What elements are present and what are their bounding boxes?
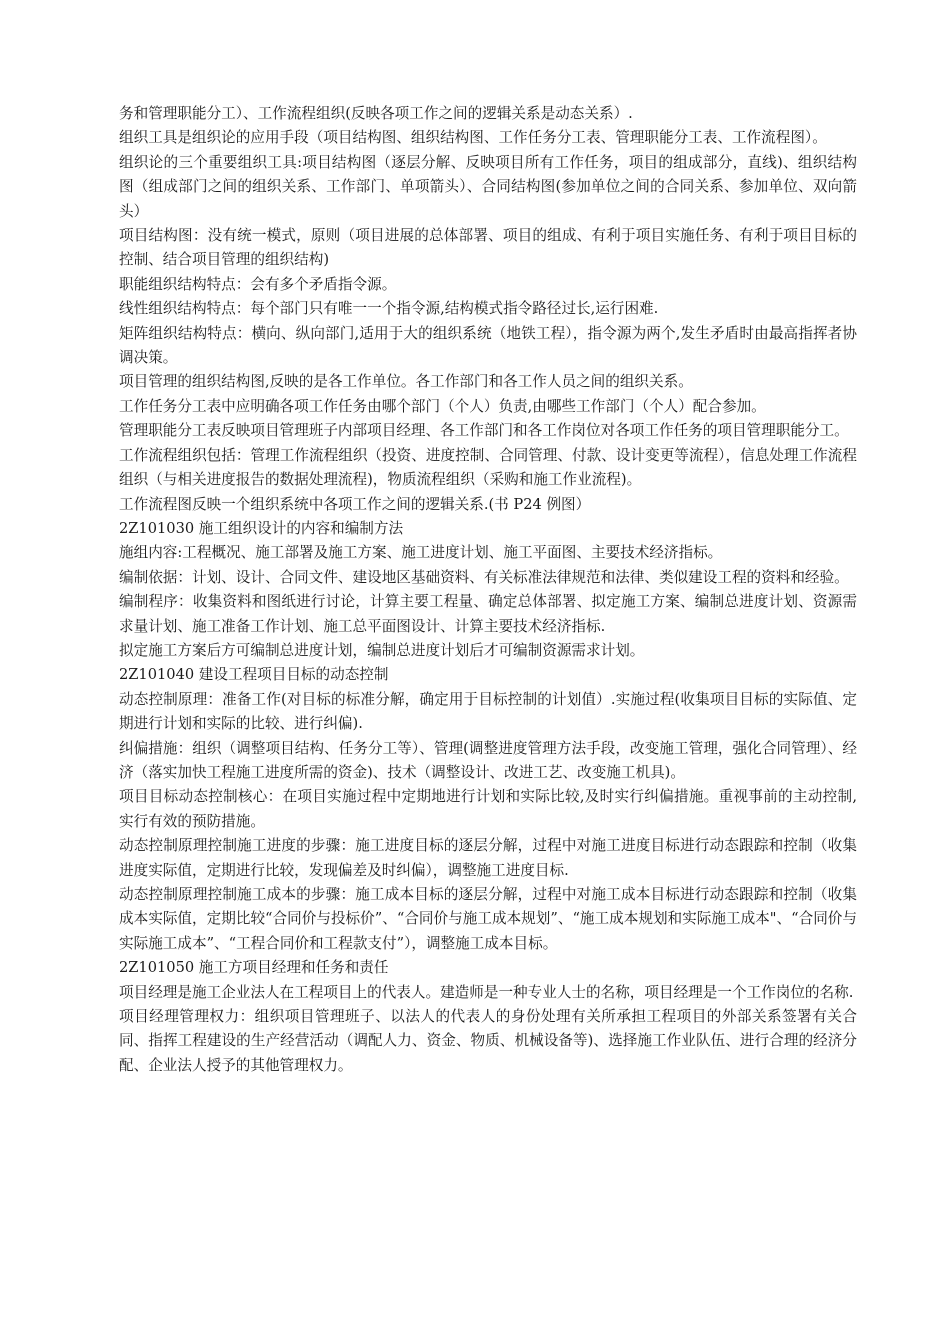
paragraph-project-structure-chart: 项目结构图：没有统一模式，原则（项目进展的总体部署、项目的组成、有利于项目实施任务、有利于项目目标的控制、结合项目管理的组织结构) xyxy=(119,227,857,269)
paragraph-matrix-structure: 矩阵组织结构特点：横向、纵向部门,适用于大的组织系统（地铁工程），指令源为两个,发生矛盾时由最高指挥者协调决策。 xyxy=(119,324,857,367)
paragraph-schedule-control-steps: 动态控制原理控制施工进度的步骤：施工进度目标的逐层分解，过程中对施工进度目标进行动态跟踪和控制（收集进度实际值，定期进行比较，发现偏差及时纠偏），调整施工进度目标. xyxy=(119,837,857,879)
paragraph-dynamic-control-principle: 动态控制原理：准备工作(对目标的标准分解，确定用于目标控制的计划值）.实施过程(收集项目目标的实际值、定期进行计划和实际的比较、进行纠偏). xyxy=(119,690,857,733)
paragraph-continued-org-text: 务和管理职能分工）、工作流程组织(反映各项工作之间的逻辑关系是动态关系）. xyxy=(119,105,633,122)
paragraph-compilation-procedure: 编制程序：收集资料和图纸进行讨论，计算主要工程量、确定总体部署、拟定施工方案、编制总进度计划、资源需求量计划、施工准备工作计划、施工总平面图设计、计算主要技术经济指标. xyxy=(119,593,857,635)
paragraph-project-manager-definition: 项目经理是施工企业法人在工程项目上的代表人。建造师是一种专业人士的名称，项目经理是一个工作岗位的名称. xyxy=(119,983,854,1001)
paragraph-corrective-measures: 纠偏措施：组织（调整项目结构、任务分工等）、管理(调整进度管理方法手段，改变施工管理，强化合同管理）、经济（落实加快工程施工进度所需的资金)、技术（调整设计、改进工艺、改变施工机具)。 xyxy=(119,739,857,781)
section-heading-2z101050: 2Z101050 施工方项目经理和任务和责任 xyxy=(119,959,389,977)
paragraph-org-tools: 组织工具是组织论的应用手段（项目结构图、组织结构图、工作任务分工表、管理职能分工表、工作流程图）。 xyxy=(119,129,827,147)
paragraph-org-structure-chart: 项目管理的组织结构图,反映的是各工作单位。各工作部门和各工作人员之间的组织关系。 xyxy=(119,373,693,391)
paragraph-compilation-basis: 编制依据：计划、设计、合同文件、建设地区基础资料、有关标准法律规范和法律、类似建设工程的资料和经验。 xyxy=(119,568,849,586)
paragraph-schedule-order: 拟定施工方案后方可编制总进度计划，编制总进度计划后才可编制资源需求计划。 xyxy=(119,641,645,659)
paragraph-linear-structure: 线性组织结构特点：每个部门只有唯一一个指令源,结构模式指令路径过长,运行困难. xyxy=(119,300,659,318)
paragraph-three-org-tools: 组织论的三个重要组织工具:项目结构图（逐层分解、反映项目所有工作任务，项目的组成部分，直线)、组织结构图（组成部门之间的组织关系、工作部门、单项箭头）、合同结构图(参加单位之间的合同关系、参加单位、双向箭头） xyxy=(119,153,857,220)
paragraph-dynamic-control-core: 项目目标动态控制核心：在项目实施过程中定期地进行计划和实际比较,及时实行纠偏措施。重视事前的主动控制,实行有效的预防措施。 xyxy=(119,788,857,830)
paragraph-project-manager-powers: 项目经理管理权力：组织项目管理班子、以法人的代表人的身份处理有关所承担工程项目的外部关系签署有关合同、指挥工程建设的生产经营活动（调配人力、资金、物质、机械设备等)、选择施工作业队伍、进行合理的经济分配、企业法人授予的其他管理权力。 xyxy=(119,1008,857,1074)
section-heading-2z101040: 2Z101040 建设工程项目目标的动态控制 xyxy=(119,666,389,684)
paragraph-workflow-chart: 工作流程图反映一个组织系统中各项工作之间的逻辑关系.(书 P24 例图） xyxy=(119,495,591,513)
document-page xyxy=(119,102,857,1078)
paragraph-task-assignment-table: 工作任务分工表中应明确各项工作任务由哪个部门（个人）负责,由哪些工作部门（个人）配合参加。 xyxy=(119,397,766,415)
paragraph-management-function-table: 管理职能分工表反映项目管理班子内部项目经理、各工作部门和各工作岗位对各项工作任务的项目管理职能分工。 xyxy=(119,422,849,440)
paragraph-cost-control-steps: 动态控制原理控制施工成本的步骤：施工成本目标的逐层分解，过程中对施工成本目标进行动态跟踪和控制（收集成本实际值，定期比较“合同价与投标价”、“合同价与施工成本规划”、“施工成本规划和实际施工成本"、“合同价与实际施工成本”、“工程合同价和工程款支付”），调整施工成本目标。 xyxy=(119,886,857,952)
section-heading-2z101030: 2Z101030 施工组织设计的内容和编制方法 xyxy=(119,519,404,537)
paragraph-construction-org-contents: 施组内容:工程概况、施工部署及施工方案、施工进度计划、施工平面图、主要技术经济指标。 xyxy=(119,544,723,562)
paragraph-workflow-organization: 工作流程组织包括：管理工作流程组织（投资、进度控制、合同管理、付款、设计变更等流程），信息处理工作流程组织（与相关进度报告的数据处理流程)，物质流程组织（采购和施工作业流程)。 xyxy=(119,446,857,489)
paragraph-functional-structure: 职能组织结构特点：会有多个矛盾指令源。 xyxy=(119,275,397,293)
